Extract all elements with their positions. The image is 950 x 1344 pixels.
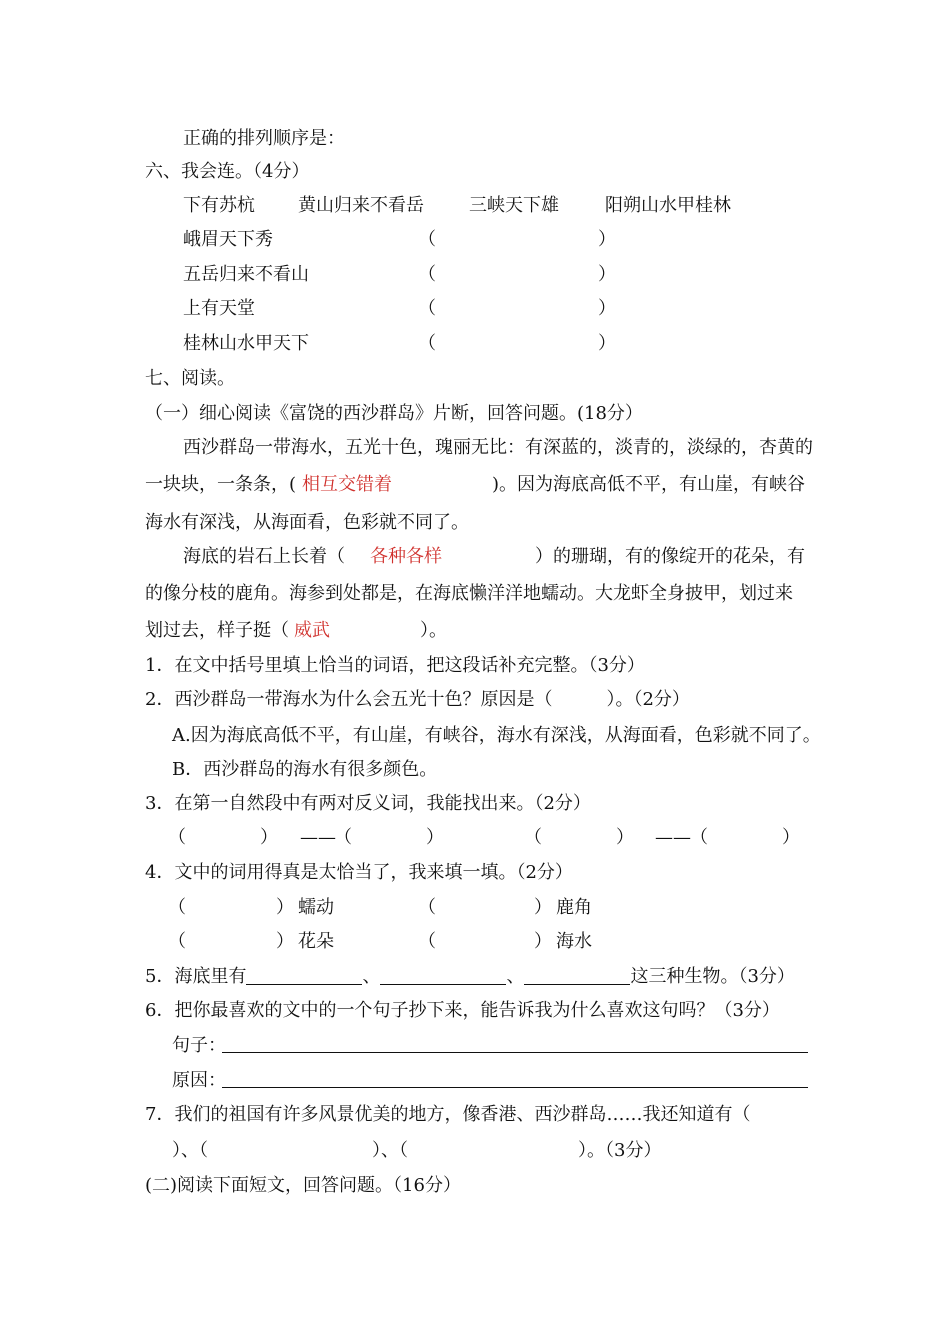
paren-close: ） bbox=[276, 897, 294, 918]
question-6: 6．把你最喜欢的文中的一个句子抄下来，能告诉我为什么喜欢这句吗？（3分） bbox=[145, 1000, 780, 1021]
separator: 、 bbox=[506, 966, 525, 987]
match-top-4: 阳朔山水甲桂林 bbox=[605, 195, 731, 216]
paren-close: ） bbox=[276, 931, 294, 952]
paren-close: ） bbox=[782, 827, 800, 848]
reason-line bbox=[222, 1087, 808, 1088]
section-6-title: 六、我会连。（4分） bbox=[145, 161, 310, 182]
paren-close: ） bbox=[534, 931, 552, 952]
match-paren-close: ） bbox=[598, 298, 616, 319]
filled-answer: 各种各样 bbox=[370, 546, 442, 567]
sentence-label: 句子： bbox=[172, 1035, 226, 1056]
passage-line: 一块块，一条条，( bbox=[145, 474, 297, 495]
match-paren-close: ） bbox=[598, 333, 616, 354]
match-paren-close: ） bbox=[598, 229, 616, 250]
match-paren-close: ） bbox=[598, 264, 616, 285]
passage-line: 海水有深浅，从海面看，色彩就不同了。 bbox=[145, 512, 469, 533]
blank-line bbox=[246, 966, 362, 985]
match-paren-open: （ bbox=[418, 333, 436, 354]
option-b: B．西沙群岛的海水有很多颜色。 bbox=[172, 759, 438, 780]
passage-line: 的像分枝的鹿角。海参到处都是，在海底懒洋洋地蠕动。大龙虾全身披甲，划过来 bbox=[145, 583, 793, 604]
passage-line: 海底的岩石上长着（ bbox=[183, 546, 345, 567]
word: 海水 bbox=[556, 931, 592, 952]
question-4: 4．文中的词用得真是太恰当了，我来填一填。（2分） bbox=[145, 862, 573, 883]
passage-line: ）的珊瑚，有的像绽开的花朵，有 bbox=[535, 546, 805, 567]
q7-paren: ）、（ bbox=[372, 1140, 408, 1161]
paren-close: ） bbox=[534, 897, 552, 918]
reading-2-title: (二)阅读下面短文，回答问题。（16分） bbox=[145, 1175, 461, 1196]
match-paren-open: （ bbox=[418, 298, 436, 319]
match-left-2: 五岳归来不看山 bbox=[183, 264, 309, 285]
q5-prefix: 5．海底里有 bbox=[145, 966, 247, 987]
reading-1-title: （一）细心阅读《富饶的西沙群岛》片断，回答问题。(18分） bbox=[145, 403, 643, 424]
paren-open: （ bbox=[168, 931, 186, 952]
blank-line bbox=[380, 966, 506, 985]
match-left-4: 桂林山水甲天下 bbox=[183, 333, 309, 354]
question-3: 3．在第一自然段中有两对反义词，我能找出来。（2分） bbox=[145, 793, 591, 814]
paren-open: （ bbox=[168, 897, 186, 918]
paren-close: ） bbox=[260, 827, 278, 848]
word: 鹿角 bbox=[556, 897, 592, 918]
dash: —— bbox=[655, 827, 691, 848]
passage-line: 西沙群岛一带海水，五光十色，瑰丽无比：有深蓝的，淡青的，淡绿的，杏黄的 bbox=[183, 437, 813, 458]
q7-end: ）。（3分） bbox=[578, 1140, 662, 1161]
section-7-title: 七、阅读。 bbox=[145, 368, 235, 389]
paren-close: ） bbox=[616, 827, 634, 848]
question-2: 2．西沙群岛一带海水为什么会五光十色？原因是（ ）。（2分） bbox=[145, 689, 690, 710]
filled-answer: 相互交错着 bbox=[302, 474, 392, 495]
match-left-1: 峨眉天下秀 bbox=[183, 229, 273, 250]
q5-suffix: 这三种生物。（3分） bbox=[630, 966, 795, 987]
section-5-tail: 正确的排列顺序是： bbox=[183, 128, 345, 149]
paren-open: （ bbox=[168, 827, 186, 848]
passage-line: )。因为海底高低不平，有山崖，有峡谷 bbox=[492, 474, 806, 495]
filled-answer: 威武 bbox=[294, 620, 330, 641]
question-5 bbox=[145, 966, 795, 988]
reason-label: 原因： bbox=[172, 1070, 226, 1091]
word: 花朵 bbox=[298, 931, 334, 952]
match-top-2: 黄山归来不看岳 bbox=[298, 195, 424, 216]
question-7: 7．我们的祖国有许多风景优美的地方，像香港、西沙群岛……我还知道有（ bbox=[145, 1104, 751, 1125]
match-top-3: 三峡天下雄 bbox=[469, 195, 559, 216]
question-1: 1．在文中括号里填上恰当的词语，把这段话补充完整。（3分） bbox=[145, 655, 645, 676]
sentence-line bbox=[222, 1052, 808, 1053]
match-left-3: 上有天堂 bbox=[183, 298, 255, 319]
paren-close: ） bbox=[426, 827, 444, 848]
word: 蠕动 bbox=[298, 897, 334, 918]
blank-line bbox=[524, 966, 630, 985]
paren-open: （ bbox=[418, 897, 436, 918]
paren-open: （ bbox=[524, 827, 542, 848]
match-paren-open: （ bbox=[418, 264, 436, 285]
option-a: A.因为海底高低不平，有山崖，有峡谷，海水有深浅，从海面看，色彩就不同了。 bbox=[172, 725, 821, 746]
match-top-1: 下有苏杭 bbox=[183, 195, 255, 216]
passage-line: ）。 bbox=[420, 620, 447, 641]
paren-open: （ bbox=[418, 931, 436, 952]
paren-open: （ bbox=[690, 827, 708, 848]
paren-open: （ bbox=[334, 827, 352, 848]
separator: 、 bbox=[362, 966, 381, 987]
match-paren-open: （ bbox=[418, 229, 436, 250]
q7-paren: ）、（ bbox=[172, 1140, 208, 1161]
passage-line: 划过去，样子挺（ bbox=[145, 620, 289, 641]
dash: —— bbox=[300, 827, 336, 848]
